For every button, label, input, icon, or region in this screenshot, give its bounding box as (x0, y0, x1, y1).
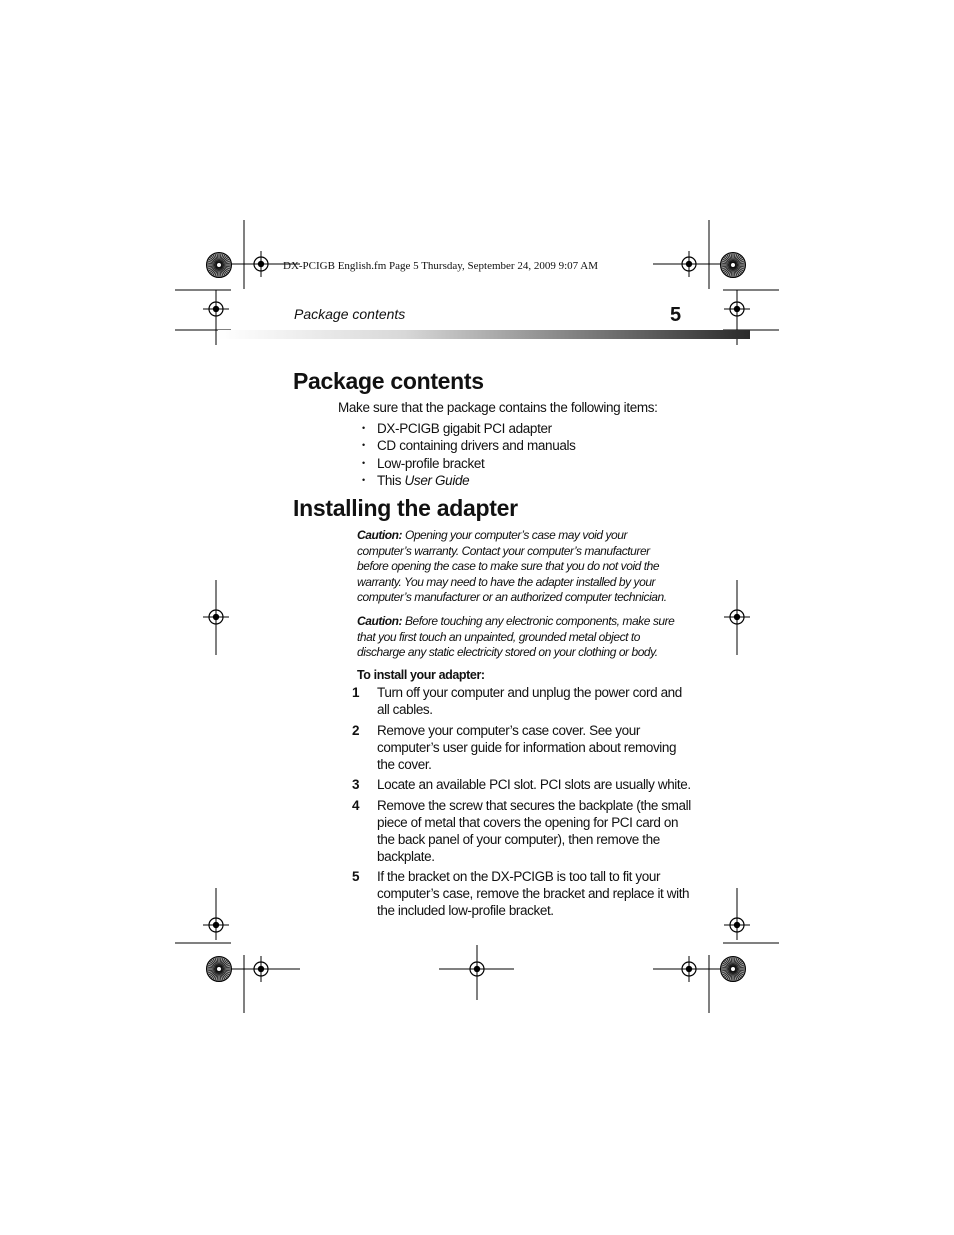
step-item (352, 797, 692, 865)
registration-target-icon (724, 296, 750, 322)
step-item (352, 684, 692, 718)
file-slug: DX-PCIGB English.fm Page 5 Thursday, September 24, 2009 9:07 AM (283, 260, 599, 272)
registration-target-icon (724, 912, 750, 938)
registration-target-icon (203, 912, 229, 938)
procedure-title: To install your adapter: (357, 668, 485, 682)
registration-target-icon (248, 956, 274, 982)
caution-label: Caution: (357, 528, 403, 542)
step-text: Remove the screw that secures the backplate (the small piece of metal that covers the opening for PCI card on the back panel of your computer), then remove the backplate. (377, 797, 691, 864)
step-text: Turn off your computer and unplug the power cord and all cables. (377, 685, 682, 717)
registration-target-icon (248, 251, 274, 277)
caution-text: Before touching any electronic components, make sure that you first touch an unpainted, grounded metal object to discharge any static electricity stored on your clothing or body. (357, 614, 675, 659)
caution-note-static (357, 614, 677, 661)
registration-target-icon (464, 956, 490, 982)
step-number: 2 (352, 722, 360, 738)
section-heading-package-contents: Package contents (293, 368, 484, 394)
list-item (362, 437, 576, 454)
page-number: 5 (670, 304, 682, 326)
step-number: 4 (352, 797, 360, 813)
registration-target-icon (203, 604, 229, 630)
bullet-icon: • (362, 457, 365, 468)
header-gradient-rule (218, 330, 750, 339)
list-item-text: This (377, 472, 405, 488)
star-target-icon (721, 957, 746, 982)
step-item (352, 722, 692, 773)
caution-note-warranty (357, 528, 677, 606)
step-number: 5 (352, 869, 360, 884)
registration-target-icon (724, 604, 750, 630)
star-target-icon (207, 253, 232, 278)
caution-text: Opening your computer’s case may void your computer’s warranty. Contact your computer’s manufacturer before opening the case to make sure that you do not void the warranty. You may need to have the adapter installed by your computer’s manufacturer or an authorized computer technician. (357, 528, 667, 604)
step-item (352, 868, 692, 919)
bullet-icon: • (362, 423, 365, 433)
package-items-list (362, 420, 576, 489)
star-target-icon (207, 957, 232, 982)
step-number: 3 (352, 777, 360, 792)
step-text: If the bracket on the DX-PCIGB is too tall to fit your computer’s case, remove the bracket and replace it with the included low-profile bracket. (377, 869, 690, 918)
section-heading-installing: Installing the adapter (293, 495, 518, 521)
star-target-icon (721, 253, 746, 278)
step-item (352, 776, 692, 793)
step-text: Remove your computer’s case cover. See your computer’s user guide for information about removing the cover. (377, 722, 677, 772)
list-item-text: Low-profile bracket (377, 455, 485, 471)
running-header-title: Package contents (294, 306, 406, 322)
step-number: 1 (352, 685, 360, 700)
install-steps-list (352, 684, 692, 923)
list-item (362, 420, 576, 437)
list-item (362, 472, 576, 489)
list-item-text: DX-PCIGB gigabit PCI adapter (377, 421, 552, 436)
bullet-icon: • (362, 440, 365, 451)
package-intro-text: Make sure that the package contains the following items: (338, 400, 658, 415)
user-guide-title: User Guide (404, 472, 470, 488)
bullet-icon: • (362, 474, 365, 485)
caution-label: Caution: (357, 614, 403, 628)
list-item-text: CD containing drivers and manuals (377, 438, 576, 454)
registration-target-icon (676, 956, 702, 982)
registration-target-icon (203, 296, 229, 322)
step-text: Locate an available PCI slot. PCI slots are usually white. (377, 777, 691, 792)
list-item (362, 455, 576, 472)
registration-target-icon (676, 251, 702, 277)
